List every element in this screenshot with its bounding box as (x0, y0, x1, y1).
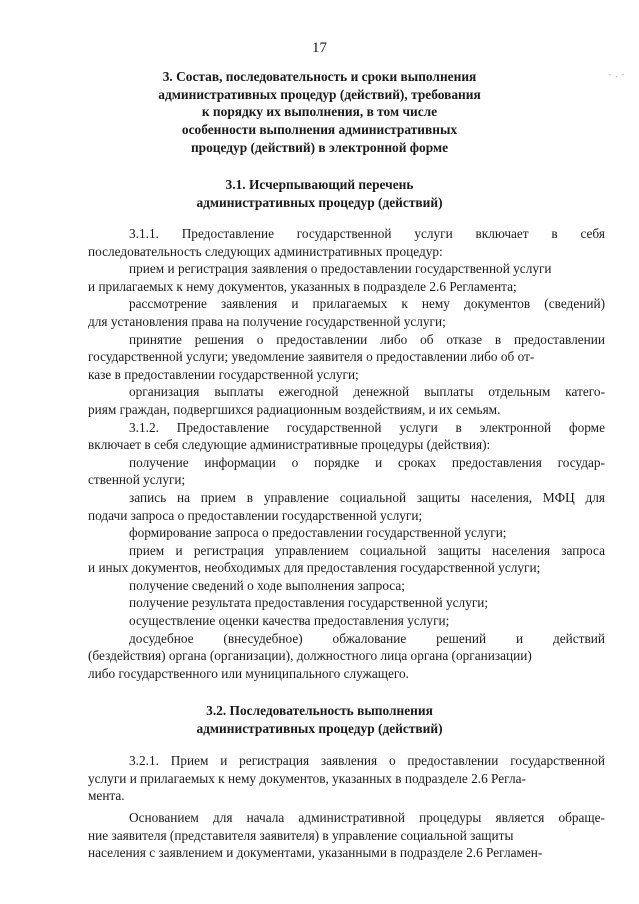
section-3-1-body (88, 225, 605, 682)
text-line: принятие решения о предоставлении либо об отказе в предоставлении (129, 331, 605, 347)
heading-line: к порядку их выполнения, в том числе (201, 104, 438, 120)
text-line: ние заявителя (представителя заявителя) в управление социальной защиты (88, 827, 514, 843)
text-line: получение сведений о ходе выполнения запроса; (129, 577, 405, 593)
heading-line: административных процедур (действий) (196, 194, 443, 210)
text-line: мента. (88, 788, 125, 804)
heading-line: процедур (действий) в электронной форме (190, 139, 449, 155)
heading-line: 3.2. Последовательность выполнения (206, 703, 433, 718)
text-line: осуществление оценки качества предоставления услуги; (129, 613, 450, 629)
section-heading-3 (0, 68, 639, 157)
text-line: досудебное (внесудебное) обжалование решений и действий (129, 630, 605, 646)
text-line: (бездействия) органа (организации), должностного лица органа (организации) (88, 648, 532, 664)
text-line: прием и регистрация заявления о предоставлении государственной услуги (129, 261, 552, 277)
heading-line: 3.1. Исчерпывающий перечень (225, 177, 414, 192)
heading-line: 3. Состав, последовательность и сроки выполнения (162, 69, 477, 84)
text-line: рассмотрение заявления и прилагаемых к нему документов (сведений) (129, 296, 605, 312)
text-line: и прилагаемых к нему документов, указанных в подразделе 2.6 Регламента; (88, 278, 517, 294)
text-line: Основанием для начала административной процедуры является обраще- (129, 810, 605, 825)
text-line: 3.2.1. Прием и регистрация заявления о предоставлении государственной (129, 753, 605, 768)
page-number: 17 (312, 40, 327, 56)
text-line: либо государственного или муниципального служащего. (88, 665, 409, 681)
text-line: подачи запроса о предоставлении государственной услуги; (88, 507, 423, 523)
text-line: организация выплаты ежегодной денежной выплаты отдельным катего- (129, 384, 605, 400)
text-line: последовательность следующих административных процедур: (88, 243, 443, 259)
section-3-2-body-2 (88, 809, 605, 862)
text-line: риям граждан, подвергшихся радиационным воздействиям, и их семьям. (88, 401, 501, 417)
heading-line: особенности выполнения административных (181, 122, 458, 138)
section-heading-3-2 (0, 702, 639, 737)
text-line: 3.1.2. Предоставление государственной услуги в электронной форме (129, 419, 605, 435)
text-line: казе в предоставлении государственной услуги; (88, 366, 359, 382)
text-line: для установления права на получение государственной услуги; (88, 313, 446, 329)
text-line: и иных документов, необходимых для предоставления государственной услуги; (88, 560, 541, 576)
heading-line: административных процедур (действий) (196, 720, 443, 736)
text-line: формирование запроса о предоставлении государственной услуги; (129, 525, 507, 541)
text-line: получение результата предоставления государственной услуги; (129, 595, 489, 611)
heading-line: административных процедур (действий), требования (158, 86, 481, 102)
text-line: запись на прием в управление социальной защиты населения, МФЦ для (129, 489, 605, 505)
text-line: населения с заявлением и документами, указанными в подразделе 2.6 Регламен- (88, 845, 543, 861)
text-line: услуги и прилагаемых к нему документов, указанных в подразделе 2.6 Регла- (88, 770, 526, 786)
text-line: прием и регистрация управлением социальной защиты населения запроса (129, 542, 605, 558)
text-line: получение информации о порядке и сроках предоставления государ- (129, 454, 605, 470)
text-line: государственной услуги; уведомление заявителя о предоставлении либо об от- (88, 349, 535, 365)
section-3-2-body (88, 752, 605, 805)
text-line: включает в себя следующие административные процедуры (действия): (88, 437, 491, 453)
text-line: ственной услуги; (88, 472, 186, 488)
scan-mark: ‑ . ‑ (608, 70, 625, 79)
section-heading-3-1 (0, 176, 639, 211)
text-line: 3.1.1. Предоставление государственной услуги включает в себя (129, 226, 605, 241)
